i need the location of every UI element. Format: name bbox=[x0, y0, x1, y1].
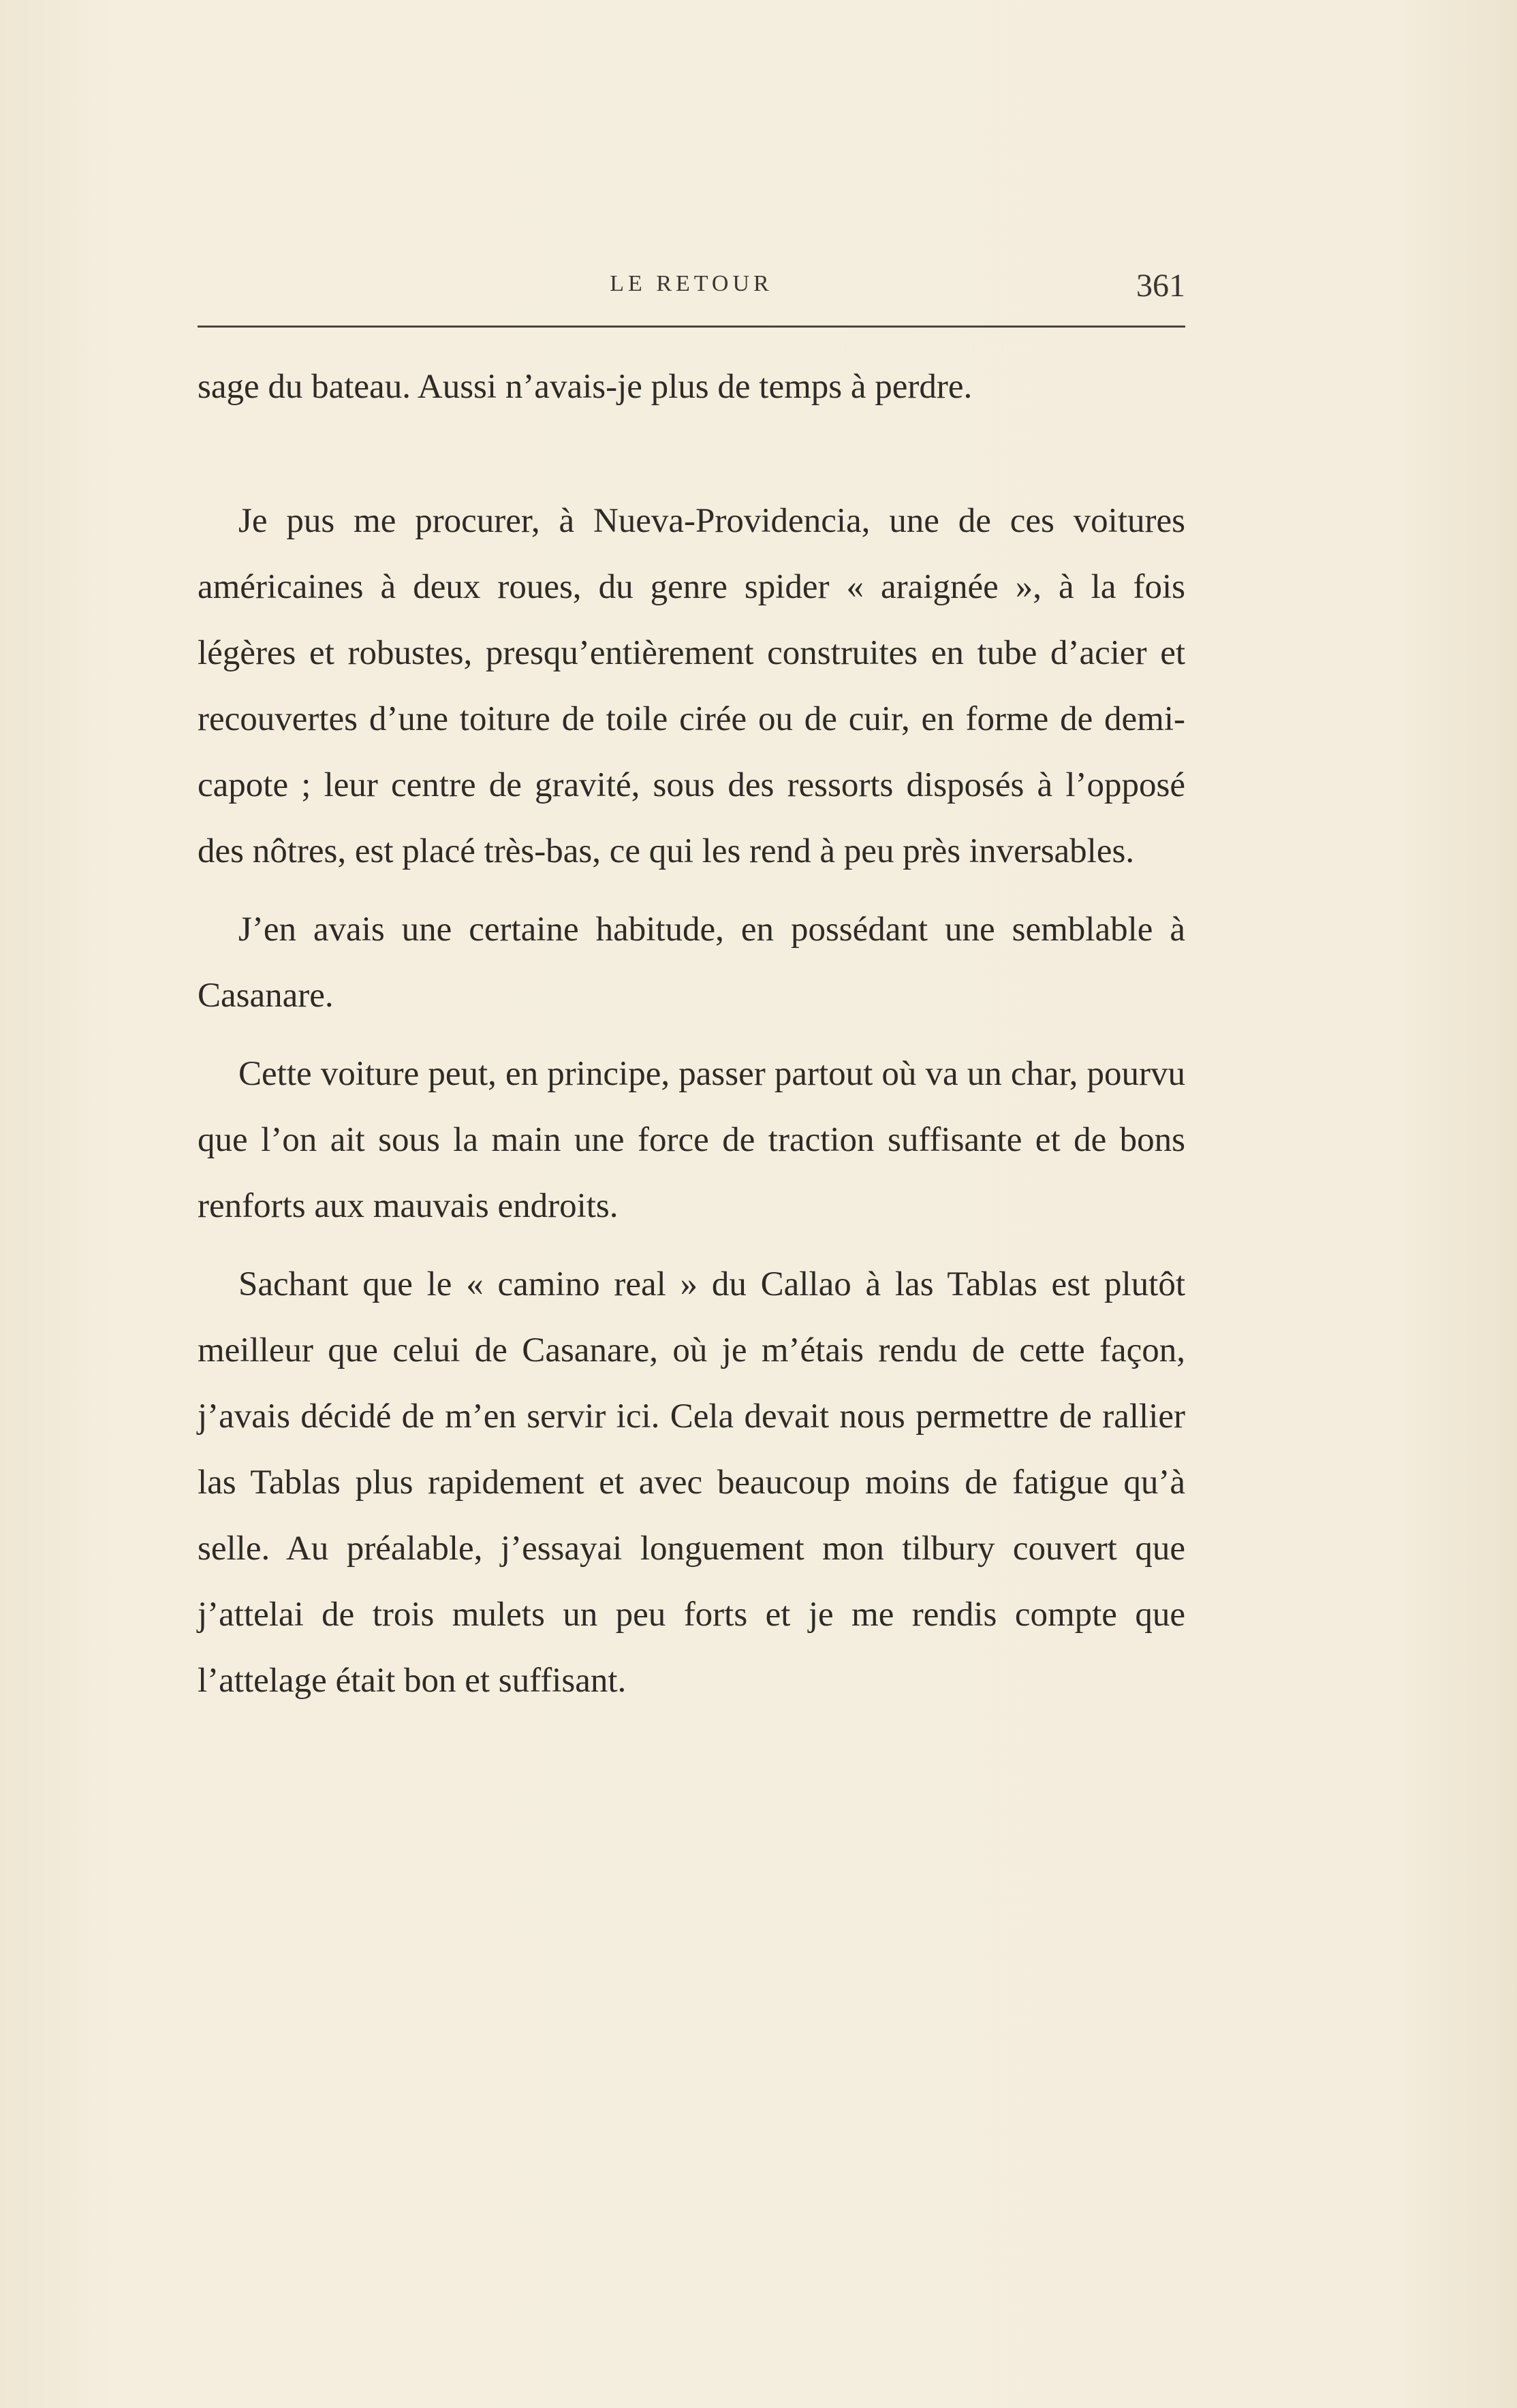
paragraph-continuation: sage du bateau. Aussi n’avais-je plus de temps à perdre. bbox=[198, 368, 973, 406]
header-rule bbox=[198, 326, 1185, 328]
paragraph: Je pus me procurer, à Nueva-Providencia, une de ces voitures américaines à deux roues, du genre spider « araignée », à la fois légères et robustes, presqu’entièrement construites en tube d’acier et recouvertes d’une toiture de toile cirée ou de cuir, en forme de demi-capote ; leur centre de gravité, sous des ressorts disposés à l’opposé des nôtres, est placé très-bas, ce qui les rend à peu près inversables. bbox=[198, 502, 1185, 870]
paragraph: Sachant que le « camino real » du Callao à las Tablas est plutôt meilleur que celui de Casanare, où je m’étais rendu de cette façon, j’avais décidé de m’en servir ici. Cela devait nous permettre de rallier las Tablas plus rapidement et avec beaucoup moins de fatigue qu’à selle. Au préalable, j’essayai longuement mon tilbury couvert que j’attelai de trois mulets un peu forts et je me rendis compte que l’attelage était bon et suffisant. bbox=[198, 1265, 1185, 1700]
page-number: 361 bbox=[1136, 268, 1185, 304]
running-title: LE RETOUR bbox=[610, 271, 773, 296]
running-head bbox=[198, 267, 1185, 321]
paragraph: Cette voiture peut, en principe, passer partout où va un char, pourvu que l’on ait sous la main une force de traction suffisante et de bons renforts aux mauvais endroits. bbox=[198, 1055, 1185, 1225]
paragraph: J’en avais une certaine habitude, en possédant une semblable à Casanare. bbox=[198, 910, 1185, 1015]
body-text bbox=[198, 354, 1185, 1714]
